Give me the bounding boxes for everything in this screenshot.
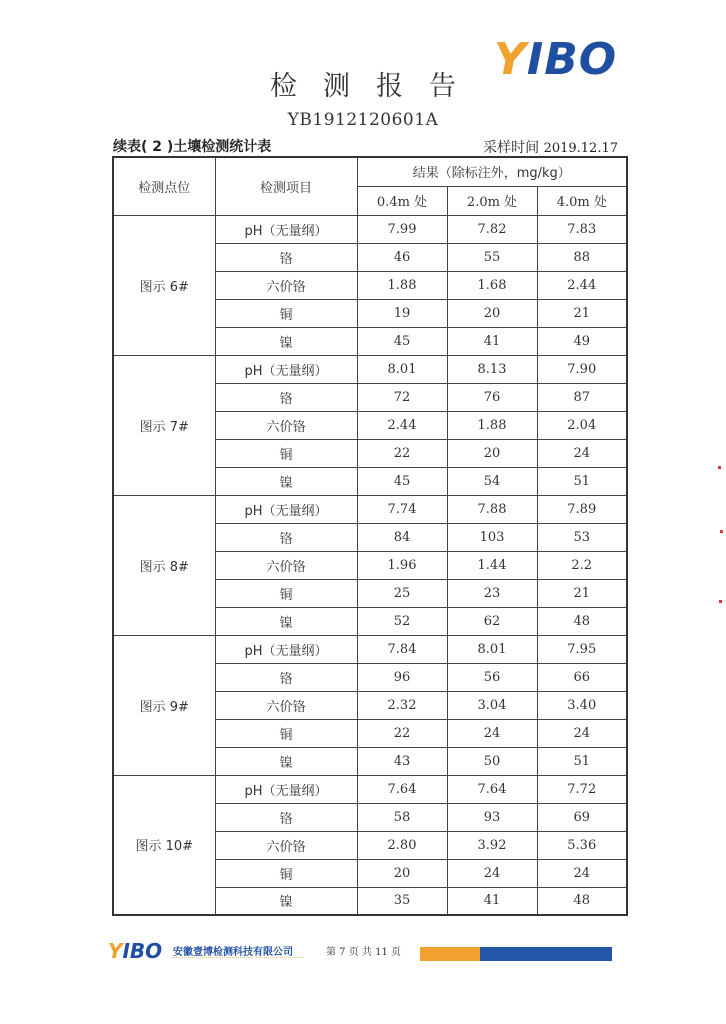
result-cell: 24 [447,859,537,887]
result-cell: 45 [357,327,447,355]
col-header-point: 检测点位 [113,157,215,215]
result-cell: 7.89 [537,495,627,523]
result-cell: 25 [357,579,447,607]
test-item-cell: 铜 [215,579,357,607]
sample-point-cell: 图示 8# [113,495,215,635]
col-header-depth-2: 4.0m 处 [537,186,627,215]
result-cell: 7.72 [537,775,627,803]
result-cell: 24 [537,859,627,887]
result-cell: 8.01 [447,635,537,663]
result-cell: 84 [357,523,447,551]
result-cell: 2.04 [537,411,627,439]
result-cell: 1.88 [447,411,537,439]
test-item-cell: 铬 [215,383,357,411]
result-cell: 3.40 [537,691,627,719]
result-cell: 48 [537,887,627,915]
result-cell: 24 [447,719,537,747]
result-cell: 22 [357,439,447,467]
result-cell: 3.92 [447,831,537,859]
result-cell: 1.88 [357,271,447,299]
result-cell: 2.2 [537,551,627,579]
test-item-cell: 镍 [215,887,357,915]
result-cell: 1.96 [357,551,447,579]
result-cell: 52 [357,607,447,635]
result-cell: 43 [357,747,447,775]
test-item-cell: 铜 [215,719,357,747]
result-cell: 20 [447,439,537,467]
result-cell: 41 [447,887,537,915]
result-cell: 2.44 [357,411,447,439]
col-header-depth-0: 0.4m 处 [357,186,447,215]
sample-time [483,137,618,157]
result-cell: 1.68 [447,271,537,299]
result-cell: 50 [447,747,537,775]
test-item-cell: 铬 [215,243,357,271]
result-cell: 21 [537,579,627,607]
footer-bar-orange [420,947,480,961]
test-item-cell: 铜 [215,859,357,887]
result-cell: 88 [537,243,627,271]
test-item-cell: 铬 [215,803,357,831]
result-cell: 93 [447,803,537,831]
sample-time-label: 采样时间 [483,140,540,156]
soil-test-table [112,156,628,916]
test-item-cell: 铬 [215,523,357,551]
result-cell: 1.44 [447,551,537,579]
result-cell: 2.44 [537,271,627,299]
result-cell: 20 [357,859,447,887]
result-cell: 51 [537,467,627,495]
result-cell: 87 [537,383,627,411]
footer-logo [108,940,162,962]
col-header-result: 结果（除标注外，mg/kg） [357,157,627,186]
sample-point-cell: 图示 9# [113,635,215,775]
result-cell: 19 [357,299,447,327]
test-item-cell: pH（无量纲） [215,355,357,383]
result-cell: 7.88 [447,495,537,523]
result-cell: 49 [537,327,627,355]
result-cell: 24 [537,719,627,747]
table-title: 续表( 2 )土壤检测统计表 [113,139,272,155]
footer-logo-letter-y: Y [108,939,123,963]
test-item-cell: 镍 [215,607,357,635]
result-cell: 20 [447,299,537,327]
result-cell: 8.01 [357,355,447,383]
test-item-cell: 镍 [215,747,357,775]
result-cell: 7.64 [357,775,447,803]
page-number: 第 7 页 共 11 页 [326,947,401,958]
result-cell: 7.83 [537,215,627,243]
result-cell: 51 [537,747,627,775]
sample-point-cell: 图示 6# [113,215,215,355]
result-cell: 96 [357,663,447,691]
result-cell: 22 [357,719,447,747]
result-cell: 72 [357,383,447,411]
result-cell: 7.82 [447,215,537,243]
result-cell: 55 [447,243,537,271]
result-cell: 5.36 [537,831,627,859]
result-cell: 7.74 [357,495,447,523]
table-row [113,635,627,663]
test-item-cell: 铬 [215,663,357,691]
result-cell: 56 [447,663,537,691]
test-item-cell: 六价铬 [215,831,357,859]
result-cell: 2.80 [357,831,447,859]
result-cell: 41 [447,327,537,355]
test-item-cell: 铜 [215,299,357,327]
result-cell: 54 [447,467,537,495]
result-cell: 45 [357,467,447,495]
result-cell: 7.84 [357,635,447,663]
table-row [113,775,627,803]
result-cell: 48 [537,607,627,635]
test-item-cell: pH（无量纲） [215,635,357,663]
result-cell: 69 [537,803,627,831]
test-item-cell: 镍 [215,327,357,355]
result-cell: 24 [537,439,627,467]
result-cell: 35 [357,887,447,915]
sample-time-value: 2019.12.17 [543,141,618,156]
table-row [113,355,627,383]
test-item-cell: pH（无量纲） [215,215,357,243]
result-cell: 7.95 [537,635,627,663]
result-cell: 66 [537,663,627,691]
col-header-depth-1: 2.0m 处 [447,186,537,215]
result-cell: 7.99 [357,215,447,243]
col-header-item: 检测项目 [215,157,357,215]
table-row [113,495,627,523]
footer-divider [173,957,303,960]
test-item-cell: 镍 [215,467,357,495]
edge-mark [719,600,722,603]
logo-letters: IBO [526,34,618,85]
result-cell: 21 [537,299,627,327]
test-item-cell: pH（无量纲） [215,775,357,803]
result-cell: 58 [357,803,447,831]
result-cell: 53 [537,523,627,551]
sample-point-cell: 图示 7# [113,355,215,495]
result-cell: 8.13 [447,355,537,383]
test-item-cell: 铜 [215,439,357,467]
edge-mark [718,466,721,469]
result-cell: 2.32 [357,691,447,719]
result-cell: 23 [447,579,537,607]
test-item-cell: 六价铬 [215,551,357,579]
result-cell: 3.04 [447,691,537,719]
result-cell: 76 [447,383,537,411]
test-item-cell: pH（无量纲） [215,495,357,523]
table-row [113,215,627,243]
report-title: 检测报告 [270,71,482,102]
test-item-cell: 六价铬 [215,411,357,439]
sample-point-cell: 图示 10# [113,775,215,915]
result-cell: 62 [447,607,537,635]
footer-company-name: 安徽壹博检测科技有限公司 [173,947,293,958]
test-item-cell: 六价铬 [215,271,357,299]
table-body [113,215,627,915]
result-cell: 46 [357,243,447,271]
result-cell: 103 [447,523,537,551]
result-cell: 7.90 [537,355,627,383]
footer-logo-letters: IBO [122,939,163,963]
footer-bar-blue [480,947,612,961]
result-cell: 7.64 [447,775,537,803]
edge-mark [720,530,723,533]
report-number: YB1912120601A [287,110,439,130]
logo-letter-y: Y [494,34,527,85]
test-item-cell: 六价铬 [215,691,357,719]
